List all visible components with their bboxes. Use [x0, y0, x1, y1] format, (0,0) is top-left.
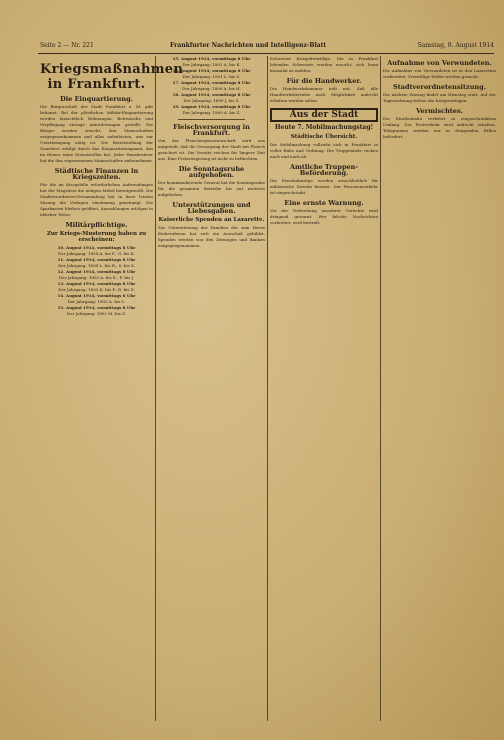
muster-date: 16. August 1914, vormittags 8 Uhr: [172, 68, 251, 73]
section-heading: Militärpflichtige.: [65, 221, 128, 229]
muster-date: 14. August 1914, vormittags 8 Uhr: [57, 293, 136, 298]
page-number: Seite 2 — Nr. 221: [40, 42, 94, 49]
muster-list: [158, 56, 265, 116]
section-heading: Die Sonntagsruhe aufgehoben.: [178, 165, 245, 179]
muster-entry: Der Jahrgang: 1889 A. bis Z.: [182, 110, 241, 115]
section-heading: Fleischversorgung in Frankfurt.: [173, 123, 250, 137]
section-heading: Aufnahme von Verwundeten.: [387, 59, 492, 67]
article-text: Die Handwerkskammer teilt mit, daß alle Handwerksbetriebe nach Möglichkeit aufrecht erhalten werden sollen.: [270, 86, 378, 103]
page-header: [40, 42, 494, 52]
section-heading: Vermischtes.: [416, 107, 463, 115]
issue-date: Samstag, 8. August 1914: [417, 42, 494, 49]
article-text: Von der Fleischergenossenschaft wird uns mitgeteilt, daß die Versorgung der Stadt mit Fleisch gesichert ist. Die Vorräte reichen für längere Zeit aus. Eine Preissteigerung ist nicht zu befürchten.: [158, 138, 265, 161]
muster-date: 12. August 1914, vormittags 8 Uhr: [57, 269, 136, 274]
muster-entry: Der Jahrgang: 1892 M. bis Z.: [66, 311, 127, 316]
separator: [178, 119, 245, 120]
article-text: Schweizer Kriegsfreiwillige. Die in Frankfurt lebenden Schweizer werden ersucht, sich beim Konsulat zu melden.: [270, 56, 378, 73]
column-1: [40, 56, 184, 721]
muster-entry: Der Jahrgang: 1890 J. bis Z.: [183, 98, 240, 103]
article-text: Vor der Verbreitung unwahrer Gerüchte wird dringend gewarnt. Wer falsche Nachrichten verbreitet, wird bestraft.: [270, 208, 378, 225]
muster-entry: Der Jahrgang: 1890 A. bis H.: [182, 86, 241, 91]
subheading: Städtische Übersicht.: [290, 134, 358, 140]
muster-date: 19. August 1914, vormittags 8 Uhr: [172, 104, 251, 109]
article-text: Für die im Kriegsfalle erforderlichen Aufwendungen hat der Magistrat die nötigen Mittel bereitgestellt. Die Stadtverordneten-Versammlung hat in ihrer letzten Sitzung die Vorlagen einstimmig genehmigt. Die Sparkassen bleiben geöffnet, Auszahlungen erfolgen in üblicher Weise.: [40, 182, 153, 217]
article-text: Die Bürgerschaft der Stadt Frankfurt a. M. gibt bekannt: Bei der plötzlichen Militär-Einquartierung werden hinsichtlich Wohnungen, Bettwäsche und Verpflegung strenge Anforderungen gestellt. Die Bürger werden ersucht, den Mannschaften entgegenzukommen und alles aufzubieten, was zur Unterbringung nötig ist. Die Bereitstellung der Quartiere erfolgt durch das Einquartierungsamt, das im Römer seine Dienststellen hat. Jeder Hausbesitzer hat die ihm zugewiesenen Mannschaften aufzunehmen.: [40, 104, 153, 163]
muster-entry: Der Jahrgang: 1891 L. bis Z.: [182, 74, 241, 79]
muster-entry: Der Jahrgang: 1892 A. bis L.: [67, 299, 126, 304]
muster-date: 15. August 1914, vormittags 8 Uhr: [57, 305, 136, 310]
section-heading: Eine ernste Warnung.: [284, 199, 364, 207]
subheading: Zur Kriegs-Musterung haben zu erscheinen:: [46, 231, 147, 243]
muster-entry: Der Jahrgang: 1893 K. bis P., R. bis Z.: [58, 287, 135, 292]
section-heading: Stadtverordnetensitzung.: [393, 83, 486, 91]
section-heading: Städtische Finanzen in Kriegszeiten.: [54, 167, 139, 181]
masthead: Frankfurter Nachrichten und Intelligenz-Blatt: [170, 42, 327, 49]
section-heading: Unterstützungen und Liebesgaben.: [172, 201, 251, 215]
muster-date: 10. August 1914, vormittags 8 Uhr: [57, 245, 136, 250]
section-heading: Amtliche Truppen-Beförderung.: [289, 163, 359, 177]
article-text: Der kommandierende General hat die Sonntagsruhe für die gesamten Betriebe bis auf weiteres aufgehoben.: [158, 180, 265, 197]
muster-date: 18. August 1914, vormittags 8 Uhr: [172, 92, 251, 97]
muster-date: 15. August 1914, vormittags 8 Uhr: [172, 56, 251, 61]
section-heading: Für die Handwerker.: [286, 77, 362, 85]
column-3: [270, 56, 378, 721]
column-4: [383, 56, 496, 721]
muster-date: 11. August 1914, vormittags 8 Uhr: [57, 257, 136, 262]
muster-date: 13. August 1914, vormittags 8 Uhr: [57, 281, 136, 286]
muster-entry: Der Jahrgang: 1894 A. bis F., G. bis K.: [58, 251, 135, 256]
muster-date: 17. August 1914, vormittags 8 Uhr: [172, 80, 251, 85]
column-divider: [380, 56, 381, 721]
column-divider: [155, 56, 156, 721]
muster-entry: Der Jahrgang: 1894 L. bis R., S. bis Z.: [58, 263, 135, 268]
header-rule: [38, 53, 494, 54]
column-2: [158, 56, 265, 721]
main-headline: Kriegsmaßnahmen in Frankfurt.: [40, 62, 184, 92]
subheading: Kaiserliche Spenden an Lazarette.: [158, 217, 265, 223]
section-heading: Die Einquartierung.: [60, 95, 133, 103]
article-text: Zur Unterstützung der Familien der zum Heere Einberufenen hat sich ein Ausschuß gebildet. Spenden werden von den Zeitungen und Banken entgegengenommen.: [158, 225, 265, 248]
article-text: Die Eisenbahnzüge werden ausschließlich für militärische Zwecke benutzt. Der Personenverkehr ist eingeschränkt.: [270, 178, 378, 195]
section-heading: Heute 7. Mobilmachungstag!: [274, 124, 374, 131]
column-divider: [267, 56, 268, 721]
muster-entry: Der Jahrgang: 1893 A. bis E., F. bis J.: [58, 275, 135, 280]
article-text: Die Aufnahme von Verwundeten ist in den Lazaretten vorbereitet. Freiwillige Helfer werden gesucht.: [383, 68, 496, 79]
article-text: Die nächste Sitzung findet am Dienstag statt. Auf der Tagesordnung stehen die Kriegsvorlagen.: [383, 92, 496, 103]
section-box-title: Aus der Stadt: [270, 108, 378, 122]
muster-entry: Der Jahrgang: 1891 A. bis K.: [182, 62, 241, 67]
article-text: Die Mobilmachung vollzieht sich in Frankfurt in voller Ruhe und Ordnung. Die Truppenteile rücken nach und nach ab.: [270, 142, 378, 159]
article-text: Die Straßenbahn verkehrt in eingeschränktem Umfang. Der Postverkehr wird aufrecht erhalten. Telegramme werden nur in dringenden Fällen befördert.: [383, 116, 496, 139]
muster-list: [40, 245, 153, 317]
